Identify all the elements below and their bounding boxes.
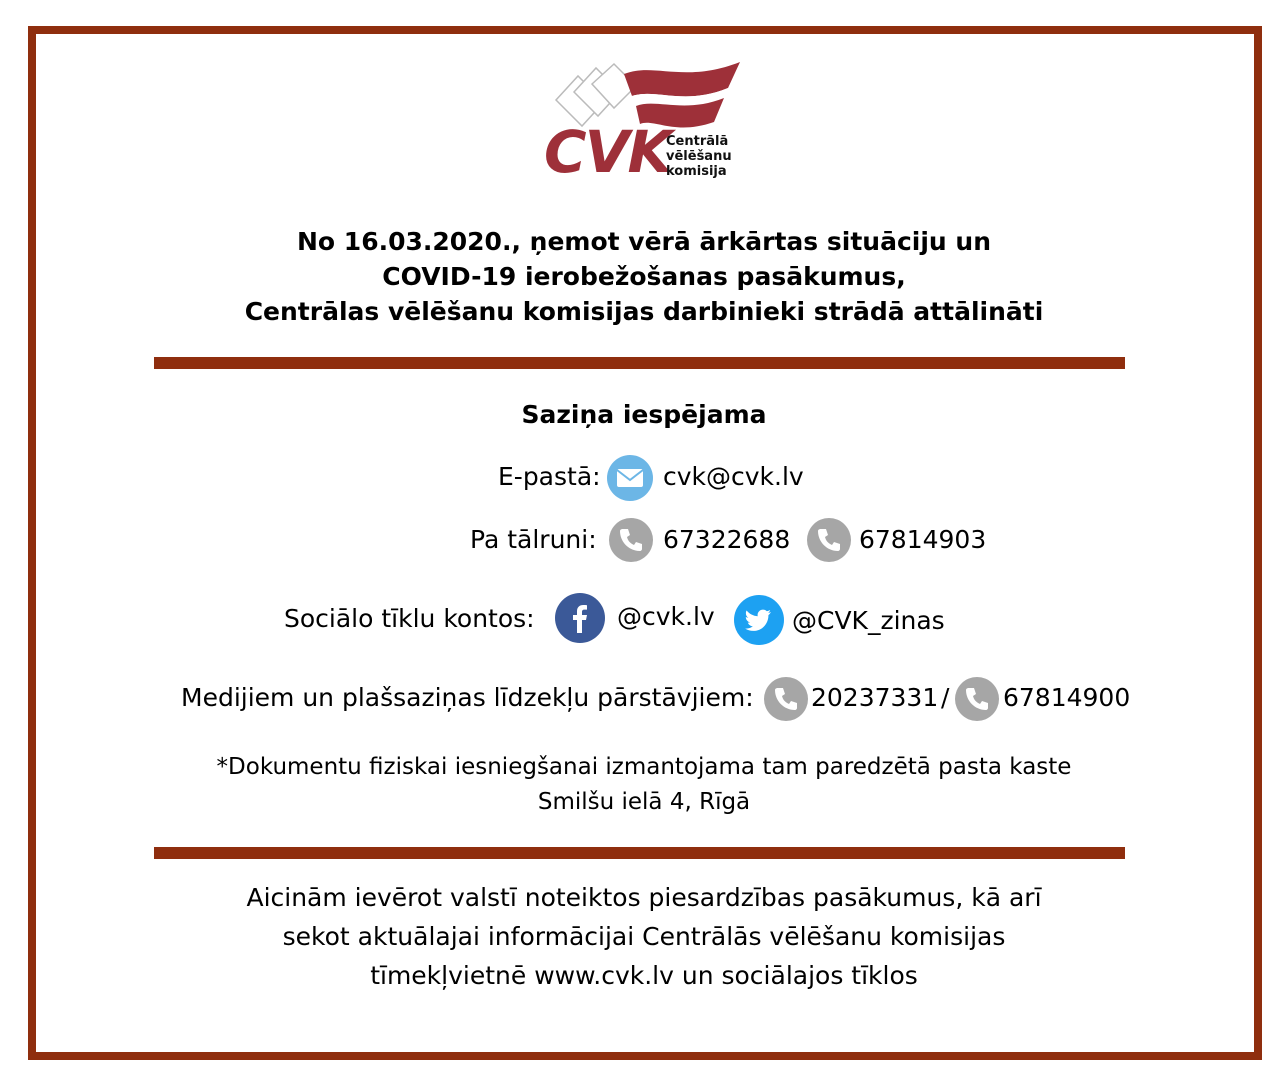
phone-number-1[interactable]: 67322688 (663, 525, 791, 554)
phone-icon (764, 677, 808, 721)
headline-line-1: No 16.03.2020., ņemot vērā ārkārtas situāciju un (297, 227, 991, 256)
logo-line-1: Centrālā (666, 134, 729, 149)
divider-top (154, 357, 1125, 369)
envelope-icon (607, 455, 653, 501)
footer-line-1: Aicinām ievērot valstī noteiktos piesardzības pasākumus, kā arī (246, 883, 1042, 912)
logo-wordmark (666, 134, 732, 179)
phone-number-2[interactable]: 67814903 (859, 525, 987, 554)
contact-heading: Saziņa iespējama (521, 400, 767, 429)
email-link[interactable]: cvk@cvk.lv (663, 462, 804, 491)
document-submission-note (0, 750, 1288, 820)
headline-line-2: COVID-19 ierobežošanas pasākumus, (382, 262, 906, 291)
note-line-2: Smilšu ielā 4, Rīgā (537, 789, 751, 815)
media-phone-2[interactable]: 67814900 (1003, 683, 1131, 712)
divider-bottom (154, 847, 1125, 859)
phone-icon (955, 677, 999, 721)
logo-line-3: komisija (666, 164, 727, 179)
media-label: Medijiem un plašsaziņas līdzekļu pārstāvjiem: (181, 683, 754, 712)
logo-abbreviation: CVK (544, 118, 671, 186)
email-label: E-pastā: (498, 462, 601, 491)
phone-icon (807, 518, 851, 562)
cvk-logo (544, 58, 744, 186)
logo-line-2: vēlēšanu (666, 149, 732, 164)
headline (0, 224, 1288, 329)
phone-label: Pa tālruni: (470, 525, 597, 554)
twitter-handle[interactable]: @CVK_zinas (792, 606, 945, 635)
footer-line-2: sekot aktuālajai informācijai Centrālās vēlēšanu komisijas (282, 922, 1006, 951)
phone-icon (609, 518, 653, 562)
note-line-1: *Dokumentu fiziskai iesniegšanai izmantojama tam paredzētā pasta kaste (216, 754, 1072, 780)
footer-line-3: tīmekļvietnē www.cvk.lv un sociālajos tīklos (370, 961, 918, 990)
footer-message (0, 878, 1288, 995)
facebook-handle[interactable]: @cvk.lv (617, 602, 715, 631)
social-label: Sociālo tīklu kontos: (284, 604, 535, 633)
facebook-icon[interactable] (555, 593, 605, 643)
twitter-icon[interactable] (734, 595, 784, 645)
headline-line-3: Centrālas vēlēšanu komisijas darbinieki strādā attālināti (244, 297, 1044, 326)
media-phone-separator: / (941, 683, 950, 712)
media-phone-1[interactable]: 20237331 (811, 683, 939, 712)
